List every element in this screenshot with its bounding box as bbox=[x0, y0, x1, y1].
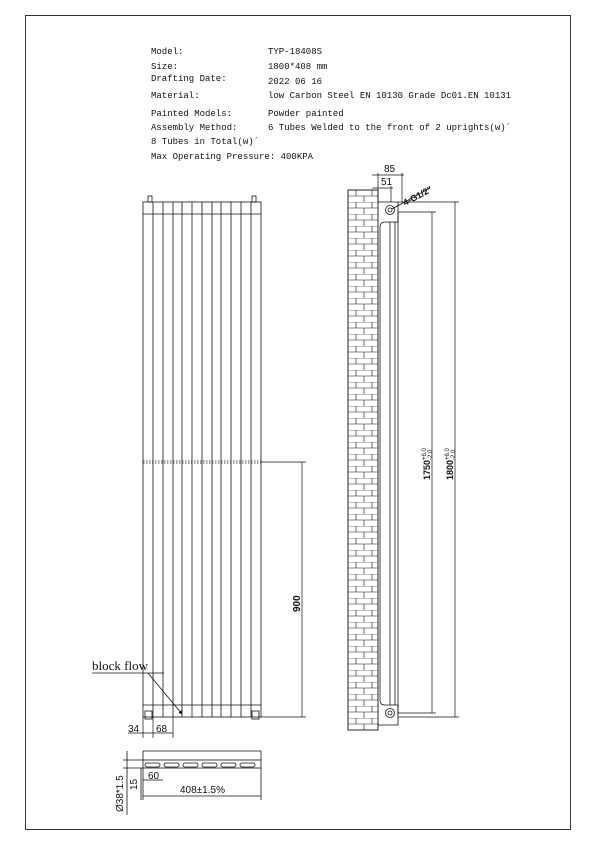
block-flow-label: block flow bbox=[92, 658, 148, 673]
size-label: Size: bbox=[151, 62, 179, 72]
radiator-front-view bbox=[143, 196, 261, 719]
dim-diameter-label: Ø38*1.5 bbox=[115, 775, 126, 812]
dim-1750-tol-down: -2.0 bbox=[428, 449, 434, 460]
assembly-method-label: Assembly Method: bbox=[151, 123, 238, 133]
dim-1800-tol-up: +6.0 bbox=[445, 448, 451, 460]
thread-label: 4-G1/2" bbox=[401, 184, 435, 208]
dim-15-label: 15 bbox=[129, 778, 140, 790]
radiator-top-view bbox=[123, 751, 261, 815]
dim-900 bbox=[261, 462, 306, 717]
dim-width-label: 408±1.5% bbox=[180, 785, 225, 796]
brick-wall bbox=[348, 190, 378, 730]
model-label: Model: bbox=[151, 47, 184, 57]
dim-85-label: 85 bbox=[384, 164, 396, 175]
assembly-method-value: 6 Tubes Welded to the front of 2 uprights(w)´ bbox=[268, 123, 512, 133]
painted-models-value: Powder painted bbox=[268, 109, 344, 119]
drafting-date-value: 2022 06 16 bbox=[268, 77, 323, 87]
dim-60-label: 60 bbox=[148, 771, 160, 782]
tubes-total-text: 8 Tubes in Total(w)´ bbox=[151, 137, 260, 147]
dim-68-label: 68 bbox=[156, 724, 168, 735]
dim-900-label: 900 bbox=[292, 595, 303, 612]
model-value: TYP-18408S bbox=[268, 47, 323, 57]
dim-1800-tol-down: -2.0 bbox=[451, 449, 457, 460]
material-value: low Carbon Steel EN 10130 Grade Dc01.EN 10131 bbox=[268, 91, 512, 101]
dim-1750-label: 1750 bbox=[422, 459, 432, 480]
painted-models-label: Painted Models: bbox=[151, 109, 233, 119]
radiator-side-view bbox=[378, 202, 398, 725]
dim-1750-tol-up: +6.0 bbox=[422, 448, 428, 460]
dim-1800-label: 1800 bbox=[445, 459, 455, 480]
max-pressure-text: Max Operating Pressure: 400KPA bbox=[151, 152, 314, 162]
dim-51-label: 51 bbox=[381, 177, 393, 188]
size-value: 1800*408 mm bbox=[268, 62, 328, 72]
dim-34-label: 34 bbox=[128, 724, 140, 735]
drafting-date-label: Drafting Date: bbox=[151, 74, 227, 84]
material-label: Material: bbox=[151, 91, 200, 101]
